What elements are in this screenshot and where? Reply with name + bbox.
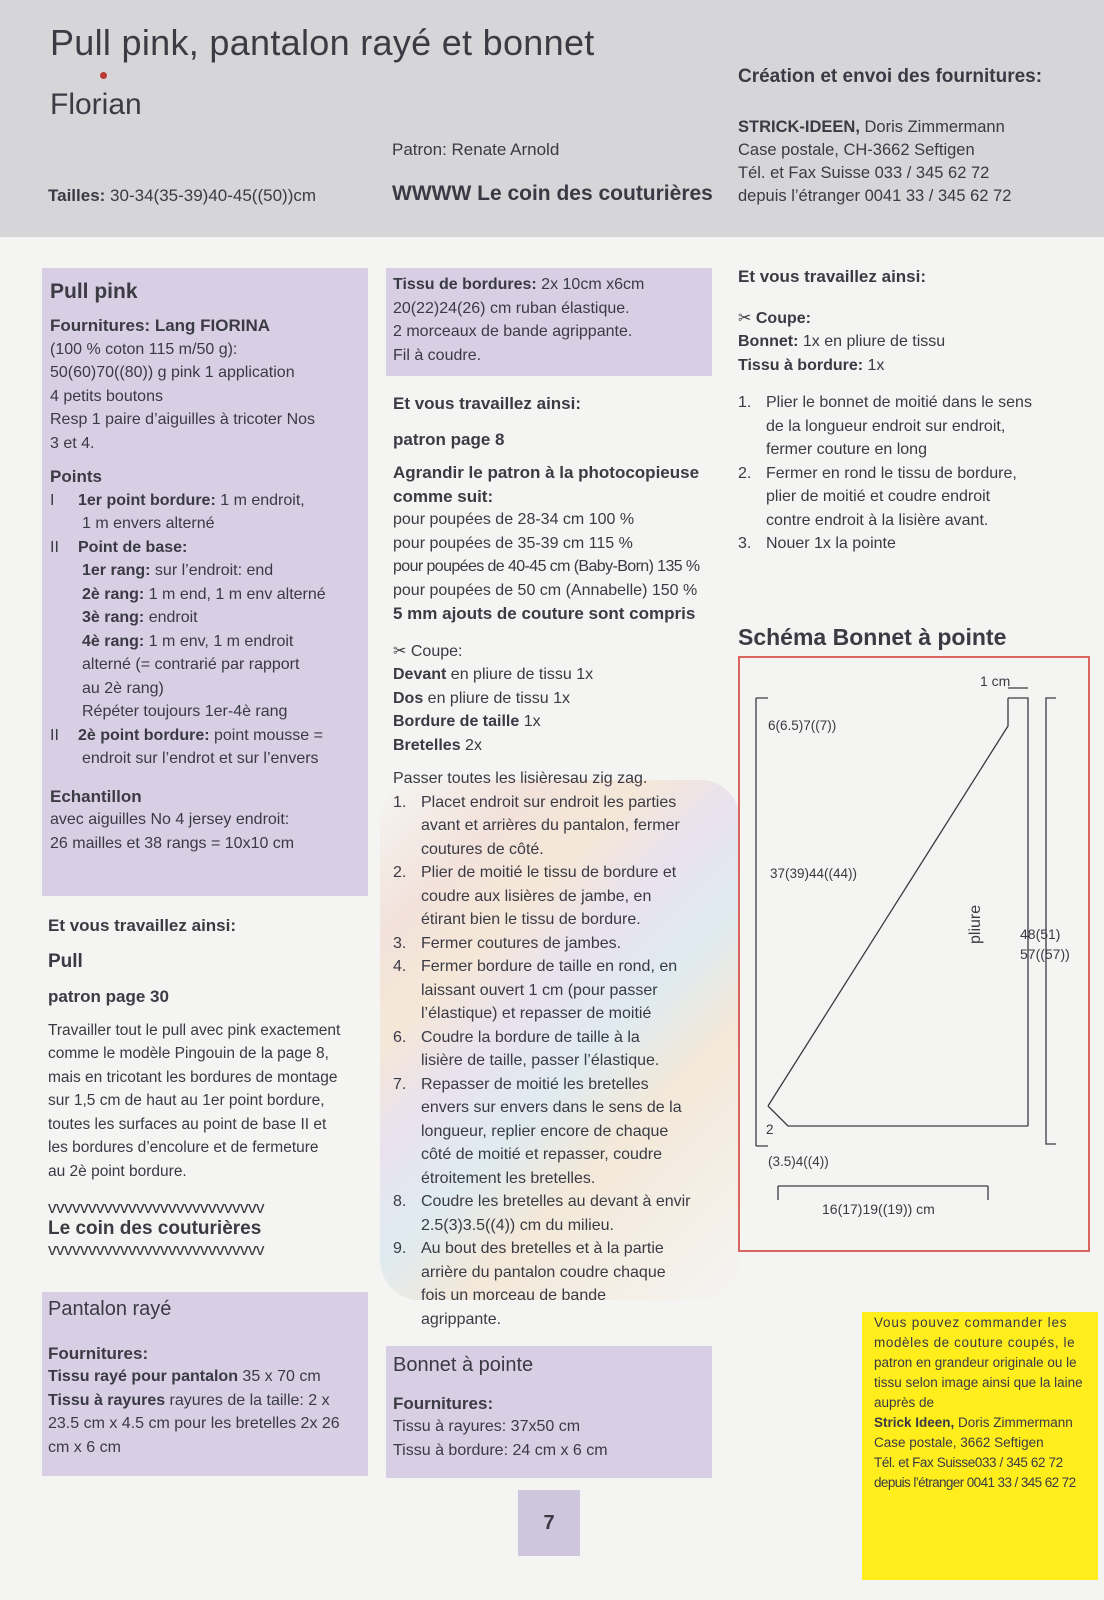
pull-text: sur 1,5 cm de haut au 1er point bordure,: [48, 1092, 325, 1109]
pull-heading: Pull: [48, 950, 83, 972]
step-line: [393, 1237, 700, 1261]
row-text: endroit: [144, 609, 198, 626]
step-text: Placet endroit sur endroit les parties: [421, 793, 677, 811]
step-line: [393, 791, 700, 815]
fabric-line: Tissu à bordure: 24 cm x 6 cm: [393, 1441, 608, 1459]
row-label: 4è rang:: [82, 632, 145, 650]
step-text: plier de moitié et coudre endroit: [766, 488, 991, 505]
row-text: 1 m end, 1 m env alterné: [144, 585, 326, 603]
dim-top: 6(6.5)7((7)): [768, 718, 837, 733]
scale-line: pour poupées de 28-34 cm 100 %: [393, 511, 635, 528]
point-num: II: [50, 726, 59, 744]
fournitures-label: Fournitures: Lang FIORINA: [50, 316, 271, 335]
cut-text: en pliure de tissu 1x: [423, 689, 570, 707]
row-text: au 2è rang): [82, 679, 164, 697]
step-line: [393, 1167, 700, 1191]
step-text: agrippante.: [421, 1310, 502, 1328]
step-number: 6.: [393, 1028, 407, 1046]
fabric-label: Tissu rayé pour pantalon: [48, 1368, 238, 1385]
enlarge-heading: comme suit:: [393, 486, 494, 506]
red-dot-ornament: [100, 72, 107, 79]
step-line: [393, 1308, 700, 1332]
work-heading: Et vous travaillez ainsi:: [48, 916, 237, 935]
scale-line: pour poupées de 40-45 cm (Baby-Born) 135 %: [393, 558, 700, 575]
step-line: [393, 1073, 700, 1097]
step-line: [393, 1143, 700, 1167]
velcro-line: 2 morceaux de bande agrippante.: [393, 323, 633, 340]
step-text: Plier de moitié le tissu de bordure et: [421, 864, 677, 881]
step-number: 2.: [393, 864, 407, 881]
address-line: Case postale, CH-3662 Seftigen: [738, 141, 975, 159]
pattern-bottom: [768, 1106, 1028, 1126]
supplier-address: [738, 116, 1011, 208]
dim-bottom-small: (3.5)4((4)): [768, 1154, 829, 1169]
pattern-diagonal: [768, 698, 1008, 1106]
page-title: Pull pink, pantalon rayé et bonnet: [50, 22, 595, 63]
scissors-icon: ✂: [738, 309, 752, 327]
step-text: Fermer en rond le tissu de bordure,: [766, 464, 1017, 482]
step-number: 1.: [393, 793, 407, 811]
pull-text: toutes les surfaces au point de base II et: [48, 1115, 327, 1133]
row-text: 1 m env, 1 m endroit: [144, 632, 294, 650]
step-line: [393, 814, 700, 838]
step-text: lisière de taille, passer l’élastique.: [421, 1052, 660, 1069]
fabric-size: cm x 6 cm: [48, 1438, 121, 1456]
fabric-size: 23.5 cm x 4.5 cm pour les bretelles 2x 26: [48, 1415, 340, 1432]
fabric-line: Tissu à rayures: 37x50 cm: [393, 1418, 581, 1435]
patron-credit: Patron: Renate Arnold: [392, 140, 560, 159]
needles-line: Resp 1 paire d’aiguilles à tricoter Nos: [50, 411, 316, 428]
step-number: 4.: [393, 958, 407, 975]
pull-text: mais en tricotant les bordures de montage: [48, 1068, 338, 1086]
scale-line: pour poupées de 35-39 cm 115 %: [393, 534, 633, 552]
order-phone: Tél. et Fax Suisse033 / 345 62 72: [874, 1455, 1063, 1470]
step-text: côté de moitié et repasser, coudre: [421, 1146, 663, 1163]
enlarge-heading: Agrandir le patron à la photocopieuse: [393, 463, 700, 482]
cut-text: 1x en pliure de tissu: [798, 333, 946, 350]
step-number: 9.: [393, 1240, 407, 1257]
step-number: 3.: [393, 934, 407, 952]
seam-allowance: 5 mm ajouts de couture sont compris: [393, 604, 696, 623]
step-text: Au bout des bretelles et à la partie: [421, 1240, 664, 1257]
fournitures-label: Fournitures:: [48, 1343, 149, 1363]
pull-pink-heading: Pull pink: [50, 280, 138, 303]
step-line: [738, 532, 1032, 556]
step-line: [393, 1049, 700, 1073]
order-address: Case postale, 3662 Seftigen: [874, 1435, 1044, 1450]
yarn-amount: 50(60)70((80)) g pink 1 application: [50, 364, 295, 381]
step-text: étroitement les bretelles.: [421, 1169, 596, 1187]
patron-ref: patron page 30: [48, 987, 169, 1006]
schema-title: Schéma Bonnet à pointe: [738, 624, 1007, 650]
echantillon-text: avec aiguilles No 4 jersey endroit:: [50, 811, 290, 828]
step-line: [738, 462, 1032, 486]
step-line: [393, 838, 700, 862]
step-text: Nouer 1x la pointe: [766, 535, 896, 552]
coupe-label: Coupe:: [755, 309, 811, 327]
pliure-label: pliure: [967, 904, 984, 944]
order-intl-phone: depuis l’étranger 0041 33 / 345 62 72: [874, 1475, 1076, 1490]
step-text: Plier le bonnet de moitié dans le sens: [766, 394, 1032, 411]
step-line: [393, 1284, 700, 1308]
yarn-line: (100 % coton 115 m/50 g):: [50, 340, 238, 358]
step-line: [393, 979, 700, 1003]
step-line: [393, 1120, 700, 1144]
bonnet-heading: Bonnet à pointe: [393, 1354, 534, 1376]
cut-text: 1x: [863, 356, 885, 374]
bonnet-steps: [738, 391, 1032, 556]
dim-one-cm: 1 cm: [980, 673, 1011, 689]
fabric-label: Tissu de bordures:: [393, 276, 537, 293]
order-text: patron en grandeur originale ou le: [874, 1355, 1077, 1370]
dim-bottom: 16(17)19((19)) cm: [822, 1201, 935, 1217]
pantalon-steps: [393, 791, 700, 1332]
echantillon-heading: Echantillon: [50, 786, 142, 806]
step-line: [393, 1026, 700, 1050]
coin-couturieres-header: WWWW Le coin des couturières: [392, 182, 713, 205]
step-line: [393, 885, 700, 909]
repeat-text: Répéter toujours 1er-4è rang: [82, 703, 288, 720]
point-label: 1er point bordure:: [78, 491, 216, 509]
step-line: [393, 955, 700, 979]
page-number: 7: [518, 1490, 580, 1556]
sizes-label: Tailles:: [48, 186, 106, 205]
pantalon-content: [48, 1298, 340, 1459]
step-number: 3.: [738, 535, 752, 552]
fabric-size: 35 x 70 cm: [237, 1368, 321, 1385]
step-number: 2.: [738, 464, 752, 482]
step-line: [393, 908, 700, 932]
pull-text: au 2è point bordure.: [48, 1162, 187, 1180]
step-line: [393, 1214, 700, 1238]
point-text: 1 m endroit,: [215, 491, 305, 509]
step-text: Coudre la bordure de taille à la: [421, 1028, 640, 1046]
sizes-line: [48, 186, 316, 206]
step-text: arrière du pantalon coudre chaque: [421, 1263, 666, 1281]
row-label: 2è rang:: [82, 585, 145, 603]
cut-text: en pliure de tissu 1x: [446, 666, 594, 683]
zigzag-divider: vvvvvvvvvvvvvvvvvvvvvvvvvvv: [48, 1198, 264, 1217]
step-line: [738, 509, 1032, 533]
patron-ref: patron page 8: [393, 429, 505, 449]
tissu-content: [393, 273, 644, 367]
cut-label: Bretelles: [393, 736, 461, 754]
step-text: 2.5(3)3.5((4)) cm du milieu.: [421, 1216, 614, 1234]
step-text: étirant bien le tissu de bordure.: [421, 911, 641, 928]
step-text: Repasser de moitié les bretelles: [421, 1075, 649, 1093]
work-heading: Et vous travaillez ainsi:: [393, 394, 582, 413]
page-subtitle: Florian: [50, 88, 142, 121]
height-bracket-left: [756, 698, 768, 1146]
step-text: fois un morceau de bande: [421, 1287, 607, 1304]
step-text: laissant ouvert 1 cm (pour passer: [421, 981, 658, 999]
step-text: de la longueur endroit sur endroit,: [766, 417, 1006, 435]
order-info-content: [874, 1313, 1083, 1493]
cut-label: Bonnet:: [738, 333, 799, 350]
creation-heading: Création et envoi des fournitures:: [738, 66, 1043, 87]
point-num: II: [50, 538, 59, 556]
step-text: fermer couture en long: [766, 441, 927, 458]
row-label: 3è rang:: [82, 609, 145, 626]
row-text: alterné (= contrarié par rapport: [82, 656, 300, 673]
pull-text: les bordures d’encolure et de fermeture: [48, 1139, 319, 1156]
fournitures-label: Fournitures:: [393, 1393, 494, 1413]
step-text: coudre aux lisières de jambe, en: [421, 887, 652, 905]
sizes-value: 30-34(35-39)40-45((50))cm: [105, 186, 317, 205]
zigzag-divider: vvvvvvvvvvvvvvvvvvvvvvvvvvv: [48, 1239, 264, 1259]
pantalon-heading: Pantalon rayé: [48, 1298, 172, 1320]
step-line: [393, 1002, 700, 1026]
step-line: [393, 1190, 700, 1214]
point-label: 2è point bordure:: [78, 726, 210, 744]
cut-label: Dos: [393, 689, 424, 707]
row-label: 1er rang:: [82, 562, 151, 579]
step-line: [738, 415, 1032, 439]
bonnet-content: [393, 1354, 608, 1462]
bonnet-instructions: [738, 265, 1032, 556]
height-bracket-right: [1046, 698, 1056, 1144]
point-label: Point de base:: [78, 538, 188, 556]
pull-text: comme le modèle Pingouin de la page 8,: [48, 1045, 329, 1062]
step-line: [393, 1096, 700, 1120]
step-text: Fermer coutures de jambes.: [421, 934, 622, 952]
point-num: I: [50, 491, 55, 509]
cut-label: Devant: [393, 666, 447, 683]
fabric-label: Tissu à rayures: [48, 1391, 166, 1409]
fabric-size: 2x 10cm x6cm: [536, 276, 645, 293]
step-text: Fermer bordure de taille en rond, en: [421, 958, 678, 975]
step-number: 8.: [393, 1193, 407, 1210]
step-line: [738, 391, 1032, 415]
phone-line: Tél. et Fax Suisse 033 / 345 62 72: [738, 164, 990, 182]
order-company: Strick Ideen,: [874, 1415, 955, 1430]
dim-two: 2: [766, 1122, 774, 1137]
work-heading: Et vous travaillez ainsi:: [738, 267, 927, 286]
intl-phone-line: depuis l’étranger 0041 33 / 345 62 72: [738, 187, 1012, 205]
pull-text: Travailler tout le pull avec pink exactement: [48, 1021, 341, 1039]
order-text: tissu selon image ainsi que la laine: [874, 1375, 1083, 1390]
fabric-size: rayures de la taille: 2 x: [165, 1391, 330, 1409]
step-text: contre endroit à la lisière avant.: [766, 511, 989, 529]
step-text: l’élastique) et repasser de moitié: [421, 1005, 652, 1022]
dim-height-2: 57((57)): [1020, 946, 1070, 962]
scissors-icon: ✂: [393, 642, 407, 660]
company-name: STRICK-IDEEN,: [738, 118, 860, 136]
points-heading: Points: [50, 467, 102, 486]
step-number: 7.: [393, 1075, 407, 1093]
step-text: coutures de côté.: [421, 840, 544, 858]
row-text: sur l’endroit: end: [150, 562, 274, 579]
dim-diagonal: 37(39)44((44)): [770, 866, 858, 881]
step-text: envers sur envers dans le sens de la: [421, 1099, 682, 1116]
cut-text: 2x: [460, 736, 482, 754]
dim-height-1: 48(51): [1020, 926, 1061, 942]
step-line: [738, 438, 1032, 462]
company-contact: Doris Zimmermann: [859, 118, 1005, 136]
point-text: point mousse =: [209, 726, 323, 744]
coin-couturieres-heading: Le coin des couturières: [48, 1218, 262, 1239]
step-text: longueur, replier encore de chaque: [421, 1122, 669, 1140]
point-text: endroit sur l’endrot et sur l’envers: [82, 750, 319, 767]
order-text: modèles de couture coupés, le: [874, 1335, 1076, 1350]
order-text: Vous pouvez commander les: [874, 1315, 1068, 1330]
pantalon-instructions: [393, 392, 700, 1331]
thread-line: Fil à coudre.: [393, 346, 482, 364]
pull-pink-content: [50, 280, 326, 855]
step-text: avant et arrières du pantalon, fermer: [421, 817, 680, 834]
step-line: [393, 932, 700, 956]
cut-text: 1x: [519, 713, 541, 730]
step-line: [738, 485, 1032, 509]
order-text: auprès de: [874, 1395, 935, 1410]
coupe-label: Coupe:: [410, 642, 463, 660]
echantillon-text: 26 mailles et 38 rangs = 10x10 cm: [50, 834, 295, 852]
needles-size: 3 et 4.: [50, 434, 95, 452]
fold-edge: [1008, 698, 1028, 1126]
scale-line: pour poupées de 50 cm (Annabelle) 150 %: [393, 581, 698, 599]
step-line: [393, 1261, 700, 1285]
order-contact: Doris Zimmermann: [954, 1415, 1073, 1430]
buttons-line: 4 petits boutons: [50, 387, 163, 405]
zigzag-instruction: Passer toutes les lisièresau zig zag.: [393, 770, 648, 787]
pull-instructions: [48, 914, 340, 1259]
step-number: 1.: [738, 394, 752, 411]
cut-label: Bordure de taille: [393, 713, 520, 730]
step-text: Coudre les bretelles au devant à envir: [421, 1193, 691, 1210]
step-line: [393, 861, 700, 885]
point-text: 1 m envers alterné: [82, 515, 215, 532]
elastic-line: 20(22)24(26) cm ruban élastique.: [393, 299, 630, 317]
cut-label: Tissu à bordure:: [738, 356, 864, 374]
